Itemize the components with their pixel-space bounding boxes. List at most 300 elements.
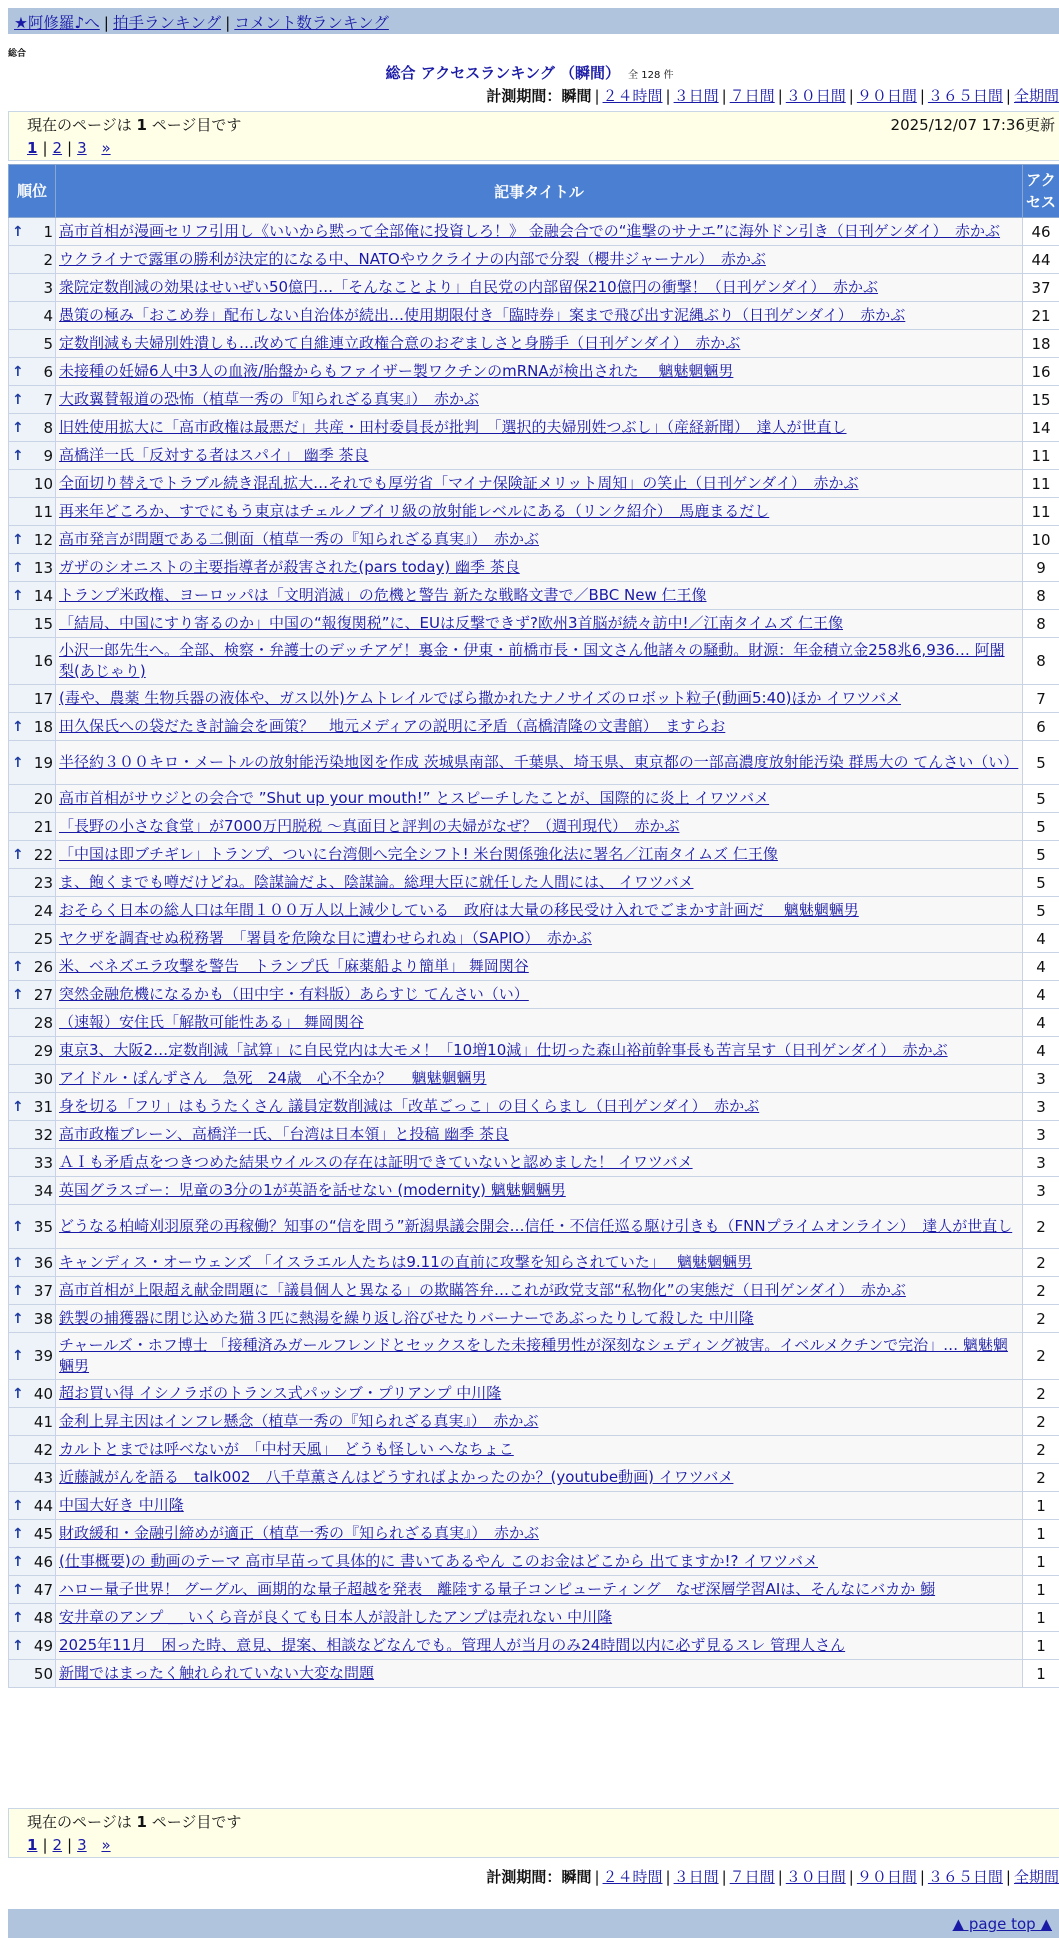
rank-number: 29 bbox=[34, 1042, 53, 1060]
article-link[interactable]: おそらく日本の総人口は年間１００万人以上減少している 政府は大量の移民受け入れでごまかす計画だ 魑魅魍魎男 bbox=[59, 901, 859, 919]
up-arrow-icon: ↑ bbox=[12, 719, 24, 735]
rank-number: 2 bbox=[43, 251, 53, 269]
title-cell bbox=[56, 1065, 1023, 1093]
separator: | bbox=[920, 87, 925, 105]
title-cell bbox=[56, 1305, 1023, 1333]
up-arrow-icon: ↑ bbox=[12, 959, 24, 975]
access-header: アクセス bbox=[1023, 165, 1059, 218]
table-row bbox=[9, 470, 1059, 498]
next-page-link[interactable]: » bbox=[101, 139, 110, 157]
next-page-link[interactable]: » bbox=[101, 1836, 110, 1854]
access-count: 5 bbox=[1023, 869, 1059, 897]
article-link[interactable]: 全面切り替えでトラブル続き混乱拡大…それでも厚労省「マイナ保険証メリット周知」の笑止（日刊ゲンダイ） 赤かぶ bbox=[59, 474, 859, 492]
article-link[interactable]: チャールズ・ホフ博士 「接種済みガールフレンドとセックスをした未接種男性が深刻なシェディング被害。イベルメクチンで完治」… 魑魅魍魎男 bbox=[59, 1336, 1008, 1375]
rank-cell bbox=[9, 414, 56, 442]
table-row bbox=[9, 1065, 1059, 1093]
article-link[interactable]: 定数削減も夫婦別姓潰しも…改めて自維連立政権合意のおぞましさと身勝手（日刊ゲンダイ） 赤かぶ bbox=[59, 334, 740, 352]
rank-cell bbox=[9, 813, 56, 841]
access-count: 1 bbox=[1023, 1576, 1059, 1604]
period-link[interactable]: ３日間 bbox=[674, 1868, 719, 1886]
rank-number: 45 bbox=[34, 1525, 53, 1543]
access-count: 4 bbox=[1023, 953, 1059, 981]
up-arrow-icon: ↑ bbox=[12, 1311, 24, 1327]
title-header: 記事タイトル bbox=[56, 165, 1023, 218]
up-arrow-icon: ↑ bbox=[12, 420, 24, 436]
table-row bbox=[9, 358, 1059, 386]
article-link[interactable]: 未接種の妊婦6人中3人の血液/胎盤からもファイザー製ワクチンのmRNAが検出された 魑魅魍魎男 bbox=[59, 362, 733, 380]
page-link[interactable]: 3 bbox=[77, 139, 87, 157]
rank-cell bbox=[9, 1520, 56, 1548]
access-count: 4 bbox=[1023, 1009, 1059, 1037]
title-cell bbox=[56, 1121, 1023, 1149]
rank-number: 26 bbox=[34, 958, 53, 976]
separator: | bbox=[42, 139, 47, 157]
access-count: 5 bbox=[1023, 897, 1059, 925]
article-link[interactable]: 高市政権ブレーン、高橋洋一氏、「台湾は日本領」と投稿 幽季 茶良 bbox=[59, 1125, 509, 1143]
up-arrow-icon: ↑ bbox=[12, 1099, 24, 1115]
article-link[interactable]: 近藤誠がんを語る talk002 八千草薫さんはどうすればよかったのか？(youtube動画) イワツバメ bbox=[59, 1468, 733, 1486]
article-link[interactable]: ウクライナで露軍の勝利が決定的になる中、NATOやウクライナの内部で分裂（櫻井ジャーナル） 赤かぶ bbox=[59, 250, 766, 268]
access-count: 4 bbox=[1023, 925, 1059, 953]
separator: | bbox=[594, 1868, 599, 1886]
table-row bbox=[9, 1205, 1059, 1249]
up-arrow-icon: ↑ bbox=[12, 1283, 24, 1299]
rank-number: 14 bbox=[34, 587, 53, 605]
table-row bbox=[9, 1660, 1059, 1688]
rank-cell bbox=[9, 1249, 56, 1277]
period-selector bbox=[486, 85, 1059, 106]
comment-ranking-link[interactable]: コメント数ランキング bbox=[234, 14, 389, 32]
article-link[interactable]: 「中国は即ブチギレ」トランプ、ついに台湾側へ完全シフト! 米台関係強化法に署名／江南タイムズ 仁王像 bbox=[59, 845, 778, 863]
article-link[interactable]: 鉄製の捕獲器に閉じ込めた猫３匹に熱湯を繰り返し浴びせたりバーナーであぶったりして殺した 中川隆 bbox=[59, 1309, 754, 1327]
rank-cell bbox=[9, 713, 56, 741]
page-info-panel bbox=[8, 111, 1059, 161]
table-row bbox=[9, 498, 1059, 526]
title-cell bbox=[56, 1277, 1023, 1305]
title-cell bbox=[56, 981, 1023, 1009]
article-link[interactable]: 「長野の小さな食堂」が7000万円脱税 〜真面目と評判の夫婦がなぜ？（週刊現代） 赤かぶ bbox=[59, 817, 679, 835]
rank-cell bbox=[9, 386, 56, 414]
rank-cell bbox=[9, 953, 56, 981]
article-link[interactable]: 中国大好き 中川隆 bbox=[59, 1496, 184, 1514]
rank-number: 8 bbox=[43, 419, 53, 437]
rank-cell bbox=[9, 246, 56, 274]
page-link[interactable]: 2 bbox=[53, 1836, 63, 1854]
access-count: 2 bbox=[1023, 1305, 1059, 1333]
up-arrow-icon: ↑ bbox=[12, 532, 24, 548]
access-count: 6 bbox=[1023, 713, 1059, 741]
rank-number: 4 bbox=[43, 307, 53, 325]
rank-cell bbox=[9, 1065, 56, 1093]
table-row bbox=[9, 713, 1059, 741]
clap-ranking-link[interactable]: 拍手ランキング bbox=[113, 14, 221, 32]
title-cell bbox=[56, 1093, 1023, 1121]
rank-number: 34 bbox=[34, 1182, 53, 1200]
rank-number: 42 bbox=[34, 1441, 53, 1459]
up-arrow-icon: ↑ bbox=[12, 1554, 24, 1570]
rank-number: 37 bbox=[34, 1282, 53, 1300]
period-current: 瞬間 bbox=[561, 1868, 591, 1886]
table-row bbox=[9, 981, 1059, 1009]
title-cell bbox=[56, 470, 1023, 498]
title-cell bbox=[56, 869, 1023, 897]
table-row bbox=[9, 1333, 1059, 1380]
article-link[interactable]: (毒や、農薬 生物兵器の液体や、ガス以外)ケムトレイルでばら撒かれたナノサイズのロボット粒子(動画5:40)ほか イワツバメ bbox=[59, 689, 901, 707]
rank-number: 11 bbox=[34, 503, 53, 521]
rank-number: 46 bbox=[34, 1553, 53, 1571]
access-count: 9 bbox=[1023, 554, 1059, 582]
table-row bbox=[9, 1380, 1059, 1408]
rank-number: 33 bbox=[34, 1154, 53, 1172]
article-link[interactable]: ガザのシオニストの主要指導者が殺害された(pars today) 幽季 茶良 bbox=[59, 558, 520, 576]
up-arrow-icon: ↑ bbox=[12, 560, 24, 576]
access-count: 1 bbox=[1023, 1548, 1059, 1576]
title-cell bbox=[56, 302, 1023, 330]
rank-cell bbox=[9, 1408, 56, 1436]
rank-number: 47 bbox=[34, 1581, 53, 1599]
article-link[interactable]: (仕事概要)の 動画のテーマ 高市早苗って具体的に 書いてあるやん このお金はどこから 出てますか!? イワツバメ bbox=[59, 1552, 818, 1570]
table-row bbox=[9, 1249, 1059, 1277]
title-cell bbox=[56, 1548, 1023, 1576]
title-cell bbox=[56, 526, 1023, 554]
title-cell bbox=[56, 1632, 1023, 1660]
page-link[interactable]: 1 bbox=[27, 1836, 37, 1854]
rank-number: 6 bbox=[43, 363, 53, 381]
article-link[interactable]: 高市首相がサウジとの会合で ”Shut up your mouth!” とスピーチしたことが、国際的に炎上 イワツバメ bbox=[59, 789, 769, 807]
table-row bbox=[9, 1009, 1059, 1037]
rank-cell bbox=[9, 1464, 56, 1492]
table-row bbox=[9, 442, 1059, 470]
article-link[interactable]: 金利上昇主因はインフレ懸念（植草一秀の『知られざる真実』） 赤かぶ bbox=[59, 1412, 538, 1430]
access-count: 4 bbox=[1023, 981, 1059, 1009]
article-link[interactable]: ま、飽くまでも噂だけどね。陰謀論だよ、陰謀論。総理大臣に就任した人間には、 イワツバメ bbox=[59, 873, 693, 891]
ranking-title: 総合 アクセスランキング （瞬間） bbox=[386, 64, 621, 82]
page-link[interactable]: 3 bbox=[77, 1836, 87, 1854]
page-top-link[interactable]: ▲ page top ▲ bbox=[953, 1915, 1052, 1933]
article-link[interactable]: 田久保氏への袋だたき討論会を画策？ 地元メディアの説明に矛盾（高橋清隆の文書館） ますらお bbox=[59, 717, 725, 735]
rank-cell bbox=[9, 1277, 56, 1305]
article-link[interactable]: 安井章のアンプ ＿ いくら音が良くても日本人が設計したアンプは売れない 中川隆 bbox=[59, 1608, 612, 1626]
article-link[interactable]: 小沢一郎先生へ。全部、検察・弁護士のデッチアゲ！裏金・伊東・前橋市長・国文さん他諸々の騒動。財源：年金積立金258兆6,936… 阿闍梨(あじゃり) bbox=[59, 641, 1005, 680]
access-count: 5 bbox=[1023, 741, 1059, 785]
title-cell bbox=[56, 358, 1023, 386]
separator: | bbox=[67, 139, 72, 157]
bottom-bar bbox=[8, 1909, 1059, 1938]
rank-number: 21 bbox=[34, 818, 53, 836]
period-link[interactable]: ９０日間 bbox=[857, 87, 917, 105]
period-link[interactable]: ３０日間 bbox=[786, 1868, 846, 1886]
up-arrow-icon: ↑ bbox=[12, 364, 24, 380]
article-link[interactable]: 英国グラスゴー：児童の3分の1が英語を話せない (modernity) 魑魅魍魎男 bbox=[59, 1181, 566, 1199]
title-cell bbox=[56, 1333, 1023, 1380]
title-cell bbox=[56, 414, 1023, 442]
table-row bbox=[9, 1520, 1059, 1548]
title-cell bbox=[56, 554, 1023, 582]
article-link[interactable]: ハロー量子世界！ グーグル、画期的な量子超越を発表 離陸する量子コンピューティング なぜ深層学習AIは、そんなにバカか 鰯 bbox=[59, 1580, 935, 1598]
rank-number: 36 bbox=[34, 1254, 53, 1272]
period-link[interactable]: ３０日間 bbox=[786, 87, 846, 105]
rank-cell bbox=[9, 1548, 56, 1576]
access-count: 1 bbox=[1023, 1632, 1059, 1660]
separator: | bbox=[920, 1868, 925, 1886]
article-link[interactable]: 財政緩和・金融引締めが適正（植草一秀の『知られざる真実』） 赤かぶ bbox=[59, 1524, 539, 1542]
up-arrow-icon: ↑ bbox=[12, 448, 24, 464]
title-cell bbox=[56, 1576, 1023, 1604]
access-count: 2 bbox=[1023, 1408, 1059, 1436]
up-arrow-icon: ↑ bbox=[12, 1638, 24, 1654]
rank-cell bbox=[9, 1380, 56, 1408]
article-link[interactable]: どうなる柏崎刈羽原発の再稼働？知事の“信を問う”新潟県議会開会…信任・不信任巡る駆け引きも（FNNプライムオンライン） 達人が世直し bbox=[59, 1217, 1012, 1235]
rank-cell bbox=[9, 897, 56, 925]
rank-cell bbox=[9, 470, 56, 498]
article-link[interactable]: 高市首相が上限超え献金問題に「議員個人と異なる」の欺瞞答弁…これが政党支部“私物化”の実態だ（日刊ゲンダイ） 赤かぶ bbox=[59, 1281, 906, 1299]
period-link[interactable]: ３６５日間 bbox=[928, 1868, 1003, 1886]
title-cell bbox=[56, 218, 1023, 246]
period-link[interactable]: ７日間 bbox=[730, 87, 775, 105]
access-count: 11 bbox=[1023, 442, 1059, 470]
page-link[interactable]: 1 bbox=[27, 139, 37, 157]
table-row bbox=[9, 414, 1059, 442]
article-link[interactable]: （速報）安住氏「解散可能性ある」 舞岡関谷 bbox=[59, 1013, 364, 1031]
article-link[interactable]: 半径約３００キロ・メートルの放射能汚染地図を作成 茨城県南部、千葉県、埼玉県、東京都の一部高濃度放射能汚染 群馬大の てんさい（い） bbox=[59, 753, 1018, 771]
rank-number: 38 bbox=[34, 1310, 53, 1328]
title-cell bbox=[56, 1604, 1023, 1632]
article-link[interactable]: 「結局、中国にすり寄るのか」中国の“報復関税”に、EUは反撃できず?欧州3首脳が続々訪中!／江南タイムズ 仁王像 bbox=[59, 614, 843, 632]
up-arrow-icon: ↑ bbox=[12, 1498, 24, 1514]
rank-cell bbox=[9, 442, 56, 470]
period-link[interactable]: ２４時間 bbox=[603, 1868, 663, 1886]
page-link[interactable]: 2 bbox=[53, 139, 63, 157]
current-page-text: 現在のページは 1 ページ目です bbox=[27, 1811, 241, 1832]
table-row bbox=[9, 246, 1059, 274]
title-cell bbox=[56, 741, 1023, 785]
rank-number: 50 bbox=[34, 1665, 53, 1683]
article-link[interactable]: 再来年どころか、すでにもう東京はチェルノブイリ級の放射能レベルにある（リンク紹介） 馬鹿まるだし bbox=[59, 502, 769, 520]
separator: | bbox=[666, 87, 671, 105]
article-link[interactable]: アイドル・ぽんずさん 急死 24歳 心不全か？ 魑魅魍魎男 bbox=[59, 1069, 487, 1087]
table-row bbox=[9, 1305, 1059, 1333]
access-count: 1 bbox=[1023, 1660, 1059, 1688]
title-cell bbox=[56, 813, 1023, 841]
separator: | bbox=[722, 1868, 727, 1886]
title-cell bbox=[56, 330, 1023, 358]
rank-cell bbox=[9, 685, 56, 713]
rank-cell bbox=[9, 218, 56, 246]
up-arrow-icon: ↑ bbox=[12, 755, 24, 771]
rank-number: 35 bbox=[34, 1218, 53, 1236]
table-row bbox=[9, 841, 1059, 869]
rank-cell bbox=[9, 1604, 56, 1632]
table-row bbox=[9, 302, 1059, 330]
rank-cell bbox=[9, 498, 56, 526]
article-link[interactable]: 超お買い得 イシノラボのトランス式パッシブ・プリアンプ 中川隆 bbox=[59, 1384, 501, 1402]
table-row bbox=[9, 1093, 1059, 1121]
access-count: 16 bbox=[1023, 358, 1059, 386]
table-row bbox=[9, 638, 1059, 685]
period-link[interactable]: 全期間 bbox=[1014, 1868, 1059, 1886]
table-row bbox=[9, 953, 1059, 981]
article-link[interactable]: 新聞ではまったく触れられていない大変な問題 bbox=[59, 1664, 374, 1682]
access-count: 15 bbox=[1023, 386, 1059, 414]
rank-number: 48 bbox=[34, 1609, 53, 1627]
article-link[interactable]: 高橋洋一氏「反対する者はスパイ」 幽季 茶良 bbox=[59, 446, 369, 464]
table-row bbox=[9, 1121, 1059, 1149]
rank-cell bbox=[9, 1436, 56, 1464]
rank-number: 12 bbox=[34, 531, 53, 549]
rank-cell bbox=[9, 526, 56, 554]
separator: | bbox=[778, 87, 783, 105]
title-cell bbox=[56, 498, 1023, 526]
article-link[interactable]: 突然金融危機になるかも（田中宇・有料版）あらすじ てんさい（い） bbox=[59, 985, 529, 1003]
up-arrow-icon: ↑ bbox=[12, 224, 24, 240]
title-cell bbox=[56, 713, 1023, 741]
rank-number: 39 bbox=[34, 1347, 53, 1365]
title-cell bbox=[56, 1249, 1023, 1277]
access-count: 2 bbox=[1023, 1436, 1059, 1464]
title-cell bbox=[56, 246, 1023, 274]
period-link[interactable]: ３日間 bbox=[674, 87, 719, 105]
separator: | bbox=[849, 87, 854, 105]
title-cell bbox=[56, 1660, 1023, 1688]
rank-number: 28 bbox=[34, 1014, 53, 1032]
top-nav-bar: ★阿修羅♪へ | 拍手ランキング | コメント数ランキング bbox=[8, 8, 1059, 34]
current-page-text: 現在のページは 1 ページ目です bbox=[27, 114, 241, 135]
title-cell bbox=[56, 953, 1023, 981]
rank-number: 1 bbox=[43, 223, 53, 241]
access-count: 2 bbox=[1023, 1464, 1059, 1492]
article-link[interactable]: ＡＩも矛盾点をつきつめた結果ウイルスの存在は証明できていないと認めました！ イワツバメ bbox=[59, 1153, 693, 1171]
rank-number: 25 bbox=[34, 930, 53, 948]
rank-cell bbox=[9, 1576, 56, 1604]
article-link[interactable]: キャンディス・オーウェンズ 「イスラエル人たちは9.11の直前に攻撃を知らされていた」 魑魅魍魎男 bbox=[59, 1253, 752, 1271]
table-row bbox=[9, 1548, 1059, 1576]
period-link[interactable]: ９０日間 bbox=[857, 1868, 917, 1886]
access-count: 8 bbox=[1023, 582, 1059, 610]
table-row bbox=[9, 925, 1059, 953]
separator: | bbox=[778, 1868, 783, 1886]
article-link[interactable]: 高市首相が漫画セリフ引用し《いいから黙って全部俺に投資しろ！》 金融会合での“進撃のサナエ”に海外ドン引き（日刊ゲンダイ） 赤かぶ bbox=[59, 222, 1000, 240]
period-link[interactable]: ７日間 bbox=[730, 1868, 775, 1886]
rank-cell bbox=[9, 1660, 56, 1688]
article-link[interactable]: 2025年11月 困った時、意見、提案、相談などなんでも。管理人が当月のみ24時間以内に必ず見るスレ 管理人さん bbox=[59, 1636, 845, 1654]
access-count: 3 bbox=[1023, 1093, 1059, 1121]
article-link[interactable]: トランプ米政権、ヨーロッパは「文明消滅」の危機と警告 新たな戦略文書で／BBC New 仁王像 bbox=[59, 586, 707, 604]
separator: | bbox=[722, 87, 727, 105]
article-link[interactable]: 米、ベネズエラ攻撃を警告 トランプ氏「麻薬船より簡単」 舞岡関谷 bbox=[59, 957, 529, 975]
period-link[interactable]: ３６５日間 bbox=[928, 87, 1003, 105]
category-label: 総合 bbox=[8, 46, 26, 59]
title-cell bbox=[56, 897, 1023, 925]
table-row bbox=[9, 554, 1059, 582]
rank-number: 19 bbox=[34, 754, 53, 772]
page-title bbox=[0, 62, 1059, 83]
up-arrow-icon: ↑ bbox=[12, 1582, 24, 1598]
access-count: 3 bbox=[1023, 1121, 1059, 1149]
rank-cell bbox=[9, 1632, 56, 1660]
rank-cell bbox=[9, 841, 56, 869]
article-link[interactable]: 身を切る「フリ」はもうたくさん 議員定数削減は「改革ごっこ」の目くらまし（日刊ゲンダイ） 赤かぶ bbox=[59, 1097, 759, 1115]
access-count: 14 bbox=[1023, 414, 1059, 442]
rank-number: 18 bbox=[34, 718, 53, 736]
article-link[interactable]: 東京3、大阪2…定数削減「試算」に自民党内は大モメ！「10増10減」仕切った森山裕前幹事長も苦言呈す（日刊ゲンダイ） 赤かぶ bbox=[59, 1041, 948, 1059]
table-row bbox=[9, 1177, 1059, 1205]
article-link[interactable]: 高市発言が問題である二側面（植草一秀の『知られざる真実』） 赤かぶ bbox=[59, 530, 539, 548]
table-row bbox=[9, 897, 1059, 925]
article-link[interactable]: 愚策の極み「おこめ券」配布しない自治体が続出…使用期限付き「臨時券」案まで飛び出す泥縄ぶり（日刊ゲンダイ） 赤かぶ bbox=[59, 306, 905, 324]
table-row bbox=[9, 869, 1059, 897]
table-row bbox=[9, 1464, 1059, 1492]
article-link[interactable]: 衆院定数削減の効果はせいぜい50億円…「そんなことより」自民党の内部留保210億円の衝撃！（日刊ゲンダイ） 赤かぶ bbox=[59, 278, 878, 296]
rank-cell bbox=[9, 610, 56, 638]
access-count: 4 bbox=[1023, 1037, 1059, 1065]
rank-cell bbox=[9, 1009, 56, 1037]
rank-number: 13 bbox=[34, 559, 53, 577]
article-link[interactable]: 旧姓使用拡大に「高市政権は最悪だ」共産・田村委員長が批判 「選択的夫婦別姓つぶし」（産経新聞） 達人が世直し bbox=[59, 418, 847, 436]
rank-number: 44 bbox=[34, 1497, 53, 1515]
access-count: 7 bbox=[1023, 685, 1059, 713]
table-row bbox=[9, 685, 1059, 713]
pagination bbox=[9, 136, 1059, 160]
access-count: 8 bbox=[1023, 638, 1059, 685]
table-row bbox=[9, 386, 1059, 414]
home-link[interactable]: ★阿修羅♪へ bbox=[14, 14, 100, 32]
rank-cell bbox=[9, 1305, 56, 1333]
rank-number: 3 bbox=[43, 279, 53, 297]
table-row bbox=[9, 330, 1059, 358]
rank-number: 22 bbox=[34, 846, 53, 864]
table-row bbox=[9, 1436, 1059, 1464]
access-count: 2 bbox=[1023, 1277, 1059, 1305]
table-row bbox=[9, 274, 1059, 302]
access-count: 3 bbox=[1023, 1065, 1059, 1093]
rank-cell bbox=[9, 302, 56, 330]
access-count: 5 bbox=[1023, 813, 1059, 841]
rank-cell bbox=[9, 1205, 56, 1249]
period-current: 瞬間 bbox=[561, 87, 591, 105]
title-cell bbox=[56, 1464, 1023, 1492]
rank-header: 順位 bbox=[9, 165, 56, 218]
rank-cell bbox=[9, 358, 56, 386]
title-cell bbox=[56, 610, 1023, 638]
period-link[interactable]: ２４時間 bbox=[603, 87, 663, 105]
rank-cell bbox=[9, 1037, 56, 1065]
title-cell bbox=[56, 638, 1023, 685]
access-count: 3 bbox=[1023, 1177, 1059, 1205]
period-link[interactable]: 全期間 bbox=[1014, 87, 1059, 105]
access-count: 11 bbox=[1023, 498, 1059, 526]
access-count: 3 bbox=[1023, 1149, 1059, 1177]
rank-cell bbox=[9, 1333, 56, 1380]
access-count: 46 bbox=[1023, 218, 1059, 246]
title-cell bbox=[56, 925, 1023, 953]
title-cell bbox=[56, 1408, 1023, 1436]
access-count: 5 bbox=[1023, 841, 1059, 869]
access-count: 1 bbox=[1023, 1520, 1059, 1548]
period-label: 計測期間： bbox=[486, 1868, 561, 1886]
table-row bbox=[9, 1149, 1059, 1177]
table-row bbox=[9, 785, 1059, 813]
up-arrow-icon: ↑ bbox=[12, 1348, 24, 1364]
table-row bbox=[9, 526, 1059, 554]
article-link[interactable]: 大政翼賛報道の恐怖（植草一秀の『知られざる真実』） 赤かぶ bbox=[59, 390, 479, 408]
ranking-table bbox=[8, 164, 1059, 1688]
article-link[interactable]: カルトとまでは呼べないが 「中村天風」 どうも怪しい へなちょこ bbox=[59, 1440, 514, 1458]
up-arrow-icon: ↑ bbox=[12, 1255, 24, 1271]
article-link[interactable]: ヤクザを調査せぬ税務署 「署員を危険な目に遭わせられぬ」（SAPIO） 赤かぶ bbox=[59, 929, 592, 947]
title-cell bbox=[56, 274, 1023, 302]
rank-cell bbox=[9, 785, 56, 813]
rank-number: 23 bbox=[34, 874, 53, 892]
